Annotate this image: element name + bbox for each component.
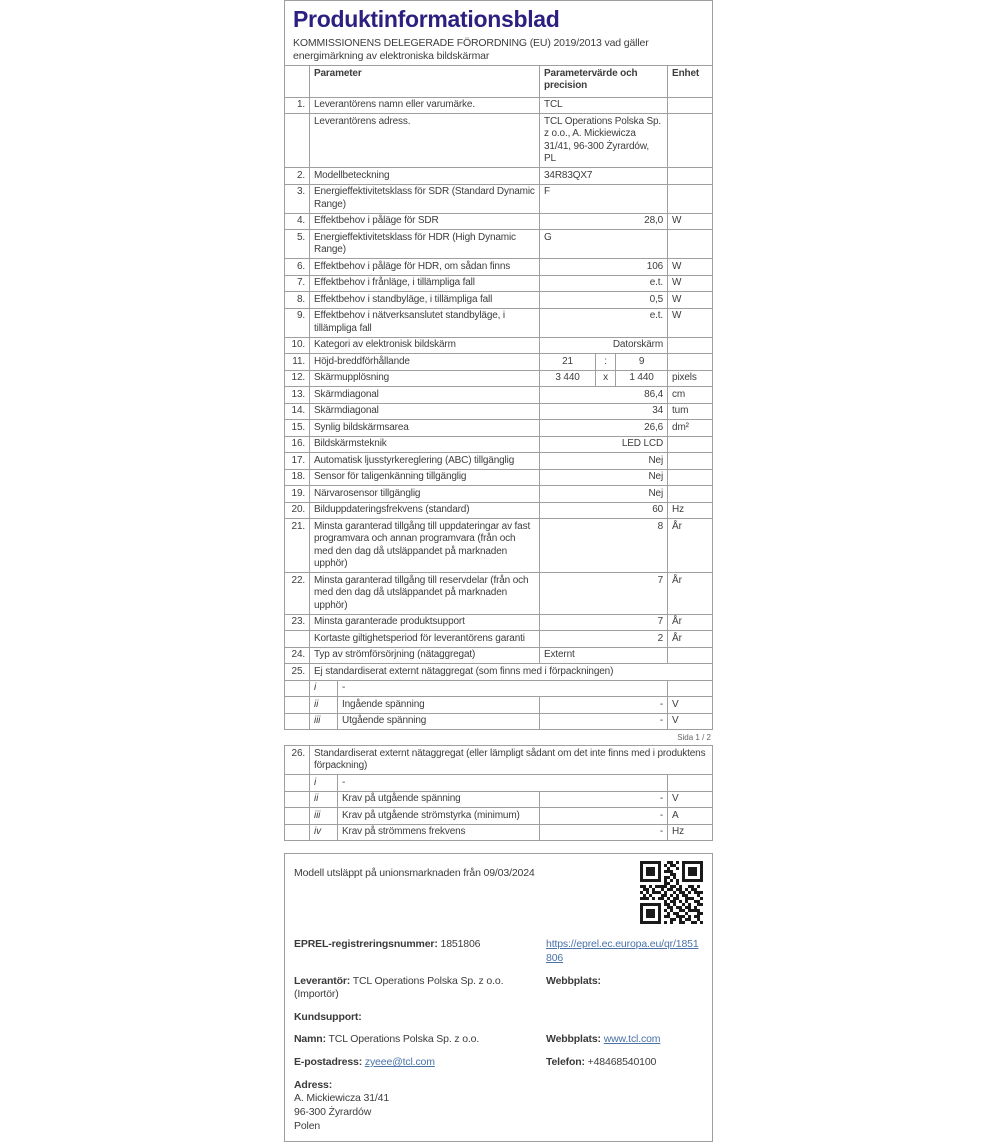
supplier-value: TCL Operations Polska Sp. z o.o. (Importör) [294,974,504,1001]
table-row [285,519,713,573]
row-number [285,114,310,168]
row-number: 11. [285,354,310,371]
address-block [294,1079,703,1134]
row-value: 7 [540,614,668,631]
roman-numeral: iii [310,713,338,730]
table-row [285,354,713,371]
name-label: Namn: [294,1033,326,1046]
row-unit [668,469,713,486]
row-number: 10. [285,337,310,354]
table-row [285,486,713,503]
table-row [285,697,713,714]
row-unit: V [668,713,713,730]
row-value: - [540,697,668,714]
row-unit: Hz [668,502,713,519]
row-value: - [540,791,668,808]
table-header-row [285,66,713,98]
table-row [285,573,713,615]
header-unit: Enhet [668,66,713,98]
table-row [285,614,713,631]
table-row [285,259,713,276]
table-row [285,184,713,213]
roman-numeral: i [310,775,338,792]
row-number: 22. [285,573,310,615]
row-number [285,791,310,808]
row-unit [668,168,713,185]
row-number: 3. [285,184,310,213]
table-row [285,713,713,730]
table-row [285,403,713,420]
row-value: 60 [540,502,668,519]
row-value: e.t. [540,275,668,292]
row-unit [668,184,713,213]
row-label: Ingående spänning [338,697,540,714]
header-parameter: Parameter [310,66,540,98]
row-value: Nej [540,486,668,503]
row-number: 18. [285,469,310,486]
row-value-b: 1 440 [616,370,668,387]
row-value: 34R83QX7 [540,168,668,185]
row-number: 12. [285,370,310,387]
table-row [285,308,713,337]
row-number: 17. [285,453,310,470]
row-number [285,713,310,730]
footer-box [284,853,713,1142]
support-row [294,1011,703,1025]
row-value: - [540,824,668,841]
row-label: Bildskärmsteknik [310,436,540,453]
row-number: 15. [285,420,310,437]
table-row [285,453,713,470]
row-label: Bilduppdateringsfrekvens (standard) [310,502,540,519]
table-row [285,292,713,309]
table-row [285,370,713,387]
row-unit [668,680,713,697]
row-value: 8 [540,519,668,573]
support-label: Kundsupport: [294,1010,362,1023]
market-release-text: Modell utsläppt på unionsmarknaden från 09/03/2024 [294,867,535,880]
row-value: TCL Operations Polska Sp. z o.o., A. Mickiewicza 31/41, 96-300 Żyrardów, PL [540,114,668,168]
header-value: Parametervärde och precision [540,66,668,98]
row-value: Nej [540,453,668,470]
row-label: Effektbehov i standbyläge, i tillämpliga fall [310,292,540,309]
row-value-a: 21 [540,354,596,371]
row-value: F [540,184,668,213]
roman-numeral: iii [310,808,338,825]
row-unit [668,775,713,792]
row-unit [668,337,713,354]
row-value: 26,6 [540,420,668,437]
table-row [285,808,713,825]
email-row [294,1056,703,1070]
row-label: Standardiserat externt nätaggregat (eller lämpligt sådant om det inte finns med i produktens förpackning) [310,746,713,775]
row-label: Kortaste giltighetsperiod för leverantörens garanti [310,631,540,648]
eprel-row [294,938,703,965]
row-unit: År [668,519,713,573]
row-label: Utgående spänning [338,713,540,730]
email-label: E-postadress: [294,1056,363,1069]
row-unit: A [668,808,713,825]
row-value-separator: x [596,370,616,387]
row-number: 21. [285,519,310,573]
row-value: 0,5 [540,292,668,309]
row-number: 26. [285,746,310,775]
row-label: Minsta garanterade produktsupport [310,614,540,631]
eprel-link[interactable]: https://eprel.ec.europa.eu/qr/1851806 [546,938,699,964]
row-value: Externt [540,647,668,664]
row-number: 24. [285,647,310,664]
row-label: Skärmdiagonal [310,403,540,420]
row-number [285,631,310,648]
row-value-a: 3 440 [540,370,596,387]
row-value: 106 [540,259,668,276]
row-value: LED LCD [540,436,668,453]
row-unit [668,647,713,664]
address-line-3: Polen [294,1119,321,1132]
row-label: Effektbehov i påläge för SDR [310,213,540,230]
row-label: Effektbehov i nätverksanslutet standbyläge, i tillämpliga fall [310,308,540,337]
row-unit: W [668,259,713,276]
table-row [285,664,713,681]
row-unit: W [668,275,713,292]
row-number: 25. [285,664,310,681]
row-value: Datorskärm [540,337,668,354]
row-number: 9. [285,308,310,337]
eprel-label: EPREL-registreringsnummer: [294,938,438,951]
table-row [285,420,713,437]
row-unit [668,230,713,259]
row-label: Energieffektivitetsklass för SDR (Standard Dynamic Range) [310,184,540,213]
row-number: 6. [285,259,310,276]
row-value: Nej [540,469,668,486]
table-row [285,213,713,230]
row-unit [668,114,713,168]
row-number: 1. [285,97,310,114]
row-unit: tum [668,403,713,420]
row-number: 5. [285,230,310,259]
row-unit [668,436,713,453]
table-row [285,168,713,185]
row-value: G [540,230,668,259]
row-unit: pixels [668,370,713,387]
row-number [285,808,310,825]
row-label: Krav på utgående strömstyrka (minimum) [338,808,540,825]
table-row [285,680,713,697]
row-number: 2. [285,168,310,185]
row-unit [668,354,713,371]
table-row [285,97,713,114]
phone-label: Telefon: [546,1056,585,1069]
page-indicator: Sida 1 / 2 [677,733,711,743]
row-value: 34 [540,403,668,420]
email-link[interactable]: zyeee@tcl.com [364,1056,435,1069]
row-value: TCL [540,97,668,114]
row-label: Minsta garanterad tillgång till reservdelar (från och med den dag då utsläppandet på marknaden upphör) [310,573,540,615]
row-number: 23. [285,614,310,631]
row-number: 8. [285,292,310,309]
page-subtitle: KOMMISSIONENS DELEGERADE FÖRORDNING (EU) 2019/2013 vad gäller energimärkning av elektroniska bildskärmar [293,37,649,63]
row-label: Skärmupplösning [310,370,540,387]
parameter-table [284,65,713,730]
table-row [285,114,713,168]
row-label: Sensor för taligenkänning tillgänglig [310,469,540,486]
row-number [285,697,310,714]
row-label: Krav på utgående spänning [338,791,540,808]
row-label: Leverantörens adress. [310,114,540,168]
table-row [285,824,713,841]
roman-numeral: i [310,680,338,697]
page-title: Produktinformationsblad [293,6,560,32]
document-header [284,0,713,65]
row-number: 14. [285,403,310,420]
row-unit: V [668,697,713,714]
row-value: 2 [540,631,668,648]
row-label: Effektbehov i påläge för HDR, om sådan finns [310,259,540,276]
table-row [285,337,713,354]
table-row [285,791,713,808]
row-unit: cm [668,387,713,404]
row-number: 20. [285,502,310,519]
address-label: Adress: [294,1078,333,1091]
row-label: Skärmdiagonal [310,387,540,404]
table-row [285,502,713,519]
name-value: TCL Operations Polska Sp. z o.o. [328,1033,480,1046]
name-row [294,1033,703,1047]
row-label: Modellbeteckning [310,168,540,185]
document [284,0,713,1142]
row-label: Krav på strömmens frekvens [338,824,540,841]
parameter-table-2 [284,745,713,841]
row-number [285,775,310,792]
row-number: 19. [285,486,310,503]
row-value-separator: : [596,354,616,371]
row-value: 86,4 [540,387,668,404]
row-value: e.t. [540,308,668,337]
row-label: Ej standardiserat externt nätaggregat (som finns med i förpackningen) [310,664,713,681]
row-value: - [338,775,668,792]
table-row [285,230,713,259]
table-row [285,631,713,648]
website-label: Webbplats: [546,974,601,987]
row-unit: År [668,614,713,631]
row-label: Närvarosensor tillgänglig [310,486,540,503]
row-label: Leverantörens namn eller varumärke. [310,97,540,114]
phone-value: +48468540100 [587,1056,657,1069]
row-label: Typ av strömförsörjning (nätaggregat) [310,647,540,664]
address-line-2: 96-300 Żyrardów [294,1106,372,1119]
row-label: Höjd-breddförhållande [310,354,540,371]
row-number: 4. [285,213,310,230]
table-row [285,775,713,792]
table-row [285,436,713,453]
table-row [285,275,713,292]
row-number [285,680,310,697]
table-row [285,746,713,775]
table-row [285,387,713,404]
row-unit: Hz [668,824,713,841]
qr-code-icon [640,861,703,924]
row-number [285,824,310,841]
roman-numeral: ii [310,791,338,808]
row-value: - [540,808,668,825]
row-unit: W [668,292,713,309]
row-label: Minsta garanterad tillgång till uppdateringar av fast programvara och annan programvara (från och med den dag då utsläppandet på marknaden upphör) [310,519,540,573]
row-unit [668,453,713,470]
website-link[interactable]: www.tcl.com [603,1033,661,1046]
supplier-row [294,975,703,1002]
website-label-2: Webbplats: [546,1033,601,1046]
table-row [285,469,713,486]
eprel-number: 1851806 [440,938,481,951]
row-value-b: 9 [616,354,668,371]
row-unit [668,97,713,114]
row-unit: W [668,213,713,230]
row-unit: dm² [668,420,713,437]
table-row [285,647,713,664]
row-unit: År [668,573,713,615]
supplier-label: Leverantör: [294,974,351,987]
row-value: - [338,680,668,697]
row-number: 13. [285,387,310,404]
row-label: Kategori av elektronisk bildskärm [310,337,540,354]
address-line-1: A. Mickiewicza 31/41 [294,1092,390,1105]
row-number: 16. [285,436,310,453]
header-number-cell [285,66,310,98]
roman-numeral: iv [310,824,338,841]
row-label: Automatisk ljusstyrkereglering (ABC) tillgänglig [310,453,540,470]
row-value: - [540,713,668,730]
row-label: Energieffektivitetsklass för HDR (High Dynamic Range) [310,230,540,259]
row-unit: V [668,791,713,808]
row-label: Synlig bildskärmsarea [310,420,540,437]
row-value: 7 [540,573,668,615]
row-value: 28,0 [540,213,668,230]
row-unit: År [668,631,713,648]
row-unit: W [668,308,713,337]
roman-numeral: ii [310,697,338,714]
row-unit [668,486,713,503]
row-label: Effektbehov i frånläge, i tillämpliga fall [310,275,540,292]
row-number: 7. [285,275,310,292]
